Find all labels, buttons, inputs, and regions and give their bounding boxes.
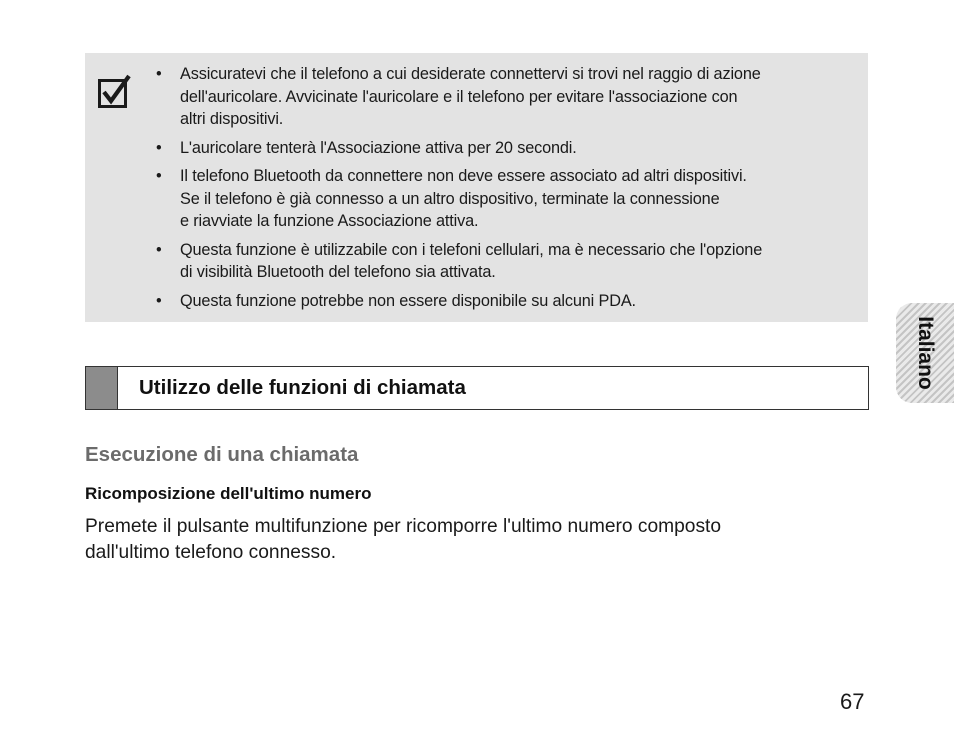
note-line: L'auricolare tenterà l'Associazione attiva per 20 secondi. [180,138,577,157]
checkbox-checked-icon [98,74,132,108]
topic-title: Ricomposizione dell'ultimo numero [85,484,372,503]
note-line: Se il telefono è già connesso a un altro dispositivo, terminate la connessione [180,189,720,208]
note-line: Questa funzione è utilizzabile con i telefoni cellulari, ma è necessario che l'opzione [180,240,763,259]
bullet: • [156,167,162,185]
note-item [156,63,870,131]
bullet: • [156,65,162,83]
section-header [85,366,869,410]
section-title: Utilizzo delle funzioni di chiamata [139,376,466,399]
language-tab [896,303,954,403]
note-line: altri dispositivi. [180,110,284,128]
bullet: • [156,138,162,157]
body-line: Premete il pulsante multifunzione per ricomporre l'ultimo numero composto [85,516,722,537]
note-list [156,63,870,318]
note-line: Assicuratevi che il telefono a cui desiderate connettervi si trovi nel raggio di azione [180,65,761,83]
bullet: • [156,240,162,259]
note-box [85,53,868,322]
note-item [156,137,870,160]
bullet: • [156,291,162,310]
note-line: di visibilità Bluetooth del telefono sia attivata. [180,263,496,281]
note-item [156,290,870,313]
section-swatch [86,367,118,409]
note-line: e riavviate la funzione Associazione attiva. [180,212,479,230]
note-item [156,239,870,284]
subsection-title: Esecuzione di una chiamata [85,443,359,466]
note-line: Il telefono Bluetooth da connettere non deve essere associato ad altri dispositivi. [180,167,747,185]
note-line: Questa funzione potrebbe non essere disponibile su alcuni PDA. [180,291,636,310]
note-item [156,165,870,233]
language-tab-label: Italiano [914,316,937,390]
topic-body [85,514,845,566]
body-line: dall'ultimo telefono connesso. [85,542,337,563]
page-number: 67 [840,689,865,714]
note-line: dell'auricolare. Avvicinate l'auricolare e il telefono per evitare l'associazione con [180,87,738,106]
